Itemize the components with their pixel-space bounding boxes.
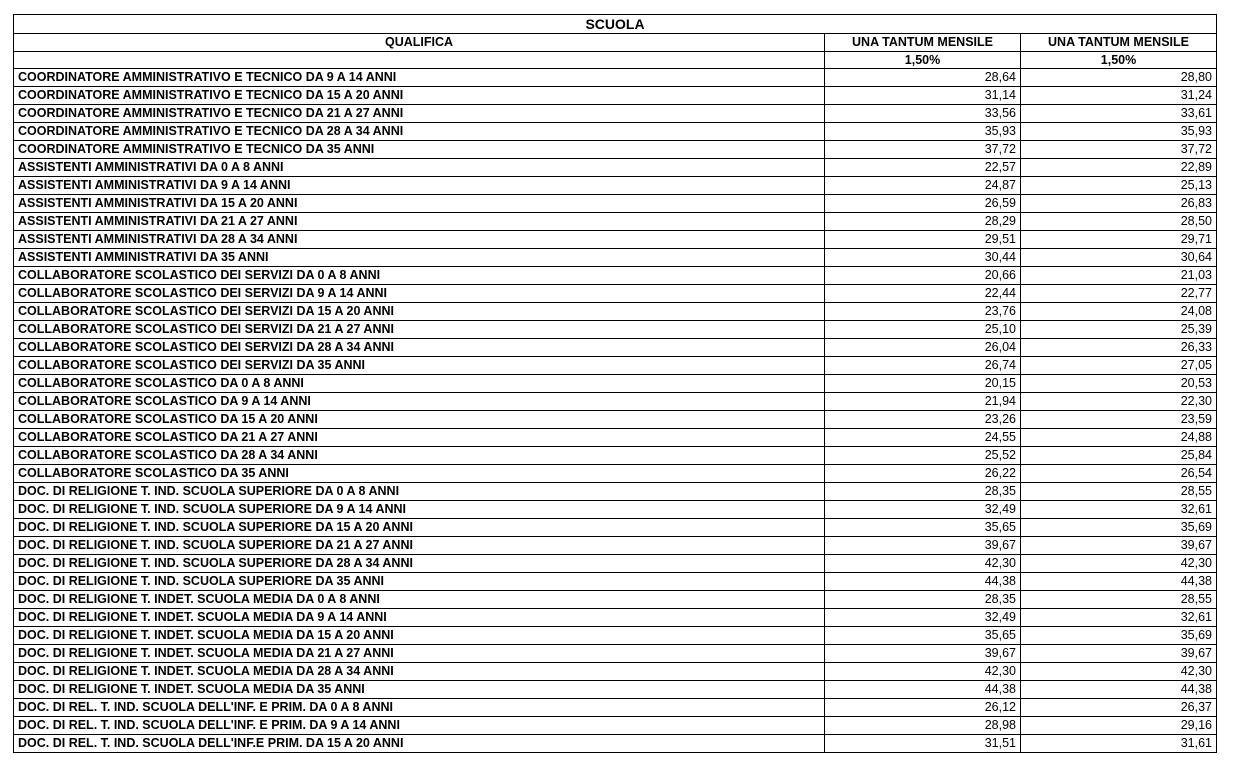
qualifica-cell: DOC. DI RELIGIONE T. IND. SCUOLA SUPERIORE DA 9 A 14 ANNI: [14, 501, 825, 519]
value-cell-1: 28,98: [825, 717, 1021, 735]
value-cell-2: 25,39: [1021, 321, 1217, 339]
value-cell-1: 44,38: [825, 681, 1021, 699]
value-cell-1: 33,56: [825, 105, 1021, 123]
value-cell-1: 28,35: [825, 591, 1021, 609]
table-row: [14, 249, 1217, 267]
col2-header: UNA TANTUM MENSILE: [1021, 34, 1217, 52]
value-cell-1: 25,52: [825, 447, 1021, 465]
value-cell-1: 23,26: [825, 411, 1021, 429]
qualifica-cell: DOC. DI RELIGIONE T. INDET. SCUOLA MEDIA DA 28 A 34 ANNI: [14, 663, 825, 681]
qualifica-cell: COLLABORATORE SCOLASTICO DA 0 A 8 ANNI: [14, 375, 825, 393]
table-row: [14, 609, 1217, 627]
value-cell-1: 31,14: [825, 87, 1021, 105]
value-cell-1: 39,67: [825, 645, 1021, 663]
value-cell-2: 28,55: [1021, 483, 1217, 501]
table-row: [14, 501, 1217, 519]
table-row: [14, 627, 1217, 645]
table-row: [14, 393, 1217, 411]
value-cell-1: 31,51: [825, 735, 1021, 753]
table-row: [14, 303, 1217, 321]
qualifica-cell: DOC. DI REL. T. IND. SCUOLA DELL'INF. E PRIM. DA 9 A 14 ANNI: [14, 717, 825, 735]
value-cell-1: 42,30: [825, 663, 1021, 681]
table-row: [14, 555, 1217, 573]
value-cell-2: 42,30: [1021, 663, 1217, 681]
qualifica-cell: COLLABORATORE SCOLASTICO DEI SERVIZI DA 21 A 27 ANNI: [14, 321, 825, 339]
qualifica-cell: COLLABORATORE SCOLASTICO DA 9 A 14 ANNI: [14, 393, 825, 411]
table-row: [14, 195, 1217, 213]
table-row: [14, 411, 1217, 429]
qualifica-cell: DOC. DI RELIGIONE T. INDET. SCUOLA MEDIA DA 0 A 8 ANNI: [14, 591, 825, 609]
value-cell-2: 44,38: [1021, 573, 1217, 591]
qualifica-cell: DOC. DI RELIGIONE T. IND. SCUOLA SUPERIORE DA 21 A 27 ANNI: [14, 537, 825, 555]
col1-header: UNA TANTUM MENSILE: [825, 34, 1021, 52]
table-row: [14, 717, 1217, 735]
value-cell-1: 42,30: [825, 555, 1021, 573]
value-cell-2: 35,69: [1021, 519, 1217, 537]
value-cell-1: 39,67: [825, 537, 1021, 555]
value-cell-2: 27,05: [1021, 357, 1217, 375]
qualifica-cell: ASSISTENTI AMMINISTRATIVI DA 15 A 20 ANNI: [14, 195, 825, 213]
qualifica-cell: COLLABORATORE SCOLASTICO DA 28 A 34 ANNI: [14, 447, 825, 465]
value-cell-2: 22,89: [1021, 159, 1217, 177]
value-cell-1: 22,44: [825, 285, 1021, 303]
value-cell-2: 42,30: [1021, 555, 1217, 573]
value-cell-2: 25,13: [1021, 177, 1217, 195]
value-cell-1: 25,10: [825, 321, 1021, 339]
value-cell-1: 35,65: [825, 519, 1021, 537]
title-row: [14, 15, 1217, 34]
col1-rate: 1,50%: [825, 52, 1021, 69]
value-cell-2: 26,37: [1021, 699, 1217, 717]
value-cell-1: 24,87: [825, 177, 1021, 195]
header-row: [14, 34, 1217, 52]
value-cell-1: 44,38: [825, 573, 1021, 591]
table-row: [14, 699, 1217, 717]
col2-rate: 1,50%: [1021, 52, 1217, 69]
qualifica-cell: COLLABORATORE SCOLASTICO DEI SERVIZI DA 0 A 8 ANNI: [14, 267, 825, 285]
value-cell-1: 32,49: [825, 501, 1021, 519]
value-cell-1: 26,12: [825, 699, 1021, 717]
qualifica-cell: COORDINATORE AMMINISTRATIVO E TECNICO DA 15 A 20 ANNI: [14, 87, 825, 105]
table-row: [14, 645, 1217, 663]
value-cell-2: 21,03: [1021, 267, 1217, 285]
qualifica-cell: ASSISTENTI AMMINISTRATIVI DA 21 A 27 ANNI: [14, 213, 825, 231]
qualifica-cell: COLLABORATORE SCOLASTICO DEI SERVIZI DA 9 A 14 ANNI: [14, 285, 825, 303]
table-row: [14, 573, 1217, 591]
value-cell-1: 22,57: [825, 159, 1021, 177]
value-cell-1: 29,51: [825, 231, 1021, 249]
value-cell-1: 28,35: [825, 483, 1021, 501]
qualifica-cell: COORDINATORE AMMINISTRATIVO E TECNICO DA 9 A 14 ANNI: [14, 69, 825, 87]
value-cell-1: 35,93: [825, 123, 1021, 141]
header-subrow: [14, 52, 1217, 69]
table-row: [14, 357, 1217, 375]
value-cell-2: 35,93: [1021, 123, 1217, 141]
qualifica-cell: ASSISTENTI AMMINISTRATIVI DA 35 ANNI: [14, 249, 825, 267]
value-cell-1: 21,94: [825, 393, 1021, 411]
value-cell-2: 31,24: [1021, 87, 1217, 105]
salary-table: [13, 14, 1217, 753]
value-cell-2: 39,67: [1021, 537, 1217, 555]
qualifica-cell: COLLABORATORE SCOLASTICO DA 15 A 20 ANNI: [14, 411, 825, 429]
qualifica-cell: DOC. DI REL. T. IND. SCUOLA DELL'INF. E PRIM. DA 0 A 8 ANNI: [14, 699, 825, 717]
table-row: [14, 591, 1217, 609]
value-cell-2: 31,61: [1021, 735, 1217, 753]
qualifica-cell: DOC. DI RELIGIONE T. IND. SCUOLA SUPERIORE DA 15 A 20 ANNI: [14, 519, 825, 537]
table-row: [14, 339, 1217, 357]
qualifica-cell: COORDINATORE AMMINISTRATIVO E TECNICO DA 28 A 34 ANNI: [14, 123, 825, 141]
value-cell-1: 23,76: [825, 303, 1021, 321]
table-row: [14, 231, 1217, 249]
value-cell-2: 25,84: [1021, 447, 1217, 465]
table-row: [14, 519, 1217, 537]
table-row: [14, 735, 1217, 753]
value-cell-1: 26,22: [825, 465, 1021, 483]
qualifica-cell: COORDINATORE AMMINISTRATIVO E TECNICO DA 35 ANNI: [14, 141, 825, 159]
table-row: [14, 447, 1217, 465]
value-cell-1: 20,66: [825, 267, 1021, 285]
table-row: [14, 375, 1217, 393]
value-cell-2: 33,61: [1021, 105, 1217, 123]
qualifica-header: QUALIFICA: [14, 34, 825, 52]
qualifica-cell: DOC. DI RELIGIONE T. INDET. SCUOLA MEDIA DA 9 A 14 ANNI: [14, 609, 825, 627]
qualifica-cell: ASSISTENTI AMMINISTRATIVI DA 9 A 14 ANNI: [14, 177, 825, 195]
qualifica-header-blank: [14, 52, 825, 69]
value-cell-2: 39,67: [1021, 645, 1217, 663]
value-cell-2: 26,33: [1021, 339, 1217, 357]
value-cell-1: 28,64: [825, 69, 1021, 87]
value-cell-1: 24,55: [825, 429, 1021, 447]
qualifica-cell: COLLABORATORE SCOLASTICO DA 35 ANNI: [14, 465, 825, 483]
value-cell-1: 26,74: [825, 357, 1021, 375]
table-row: [14, 87, 1217, 105]
value-cell-2: 26,54: [1021, 465, 1217, 483]
value-cell-1: 20,15: [825, 375, 1021, 393]
value-cell-2: 44,38: [1021, 681, 1217, 699]
value-cell-2: 32,61: [1021, 501, 1217, 519]
qualifica-cell: COLLABORATORE SCOLASTICO DEI SERVIZI DA 28 A 34 ANNI: [14, 339, 825, 357]
qualifica-cell: ASSISTENTI AMMINISTRATIVI DA 0 A 8 ANNI: [14, 159, 825, 177]
qualifica-cell: COORDINATORE AMMINISTRATIVO E TECNICO DA 21 A 27 ANNI: [14, 105, 825, 123]
value-cell-2: 37,72: [1021, 141, 1217, 159]
qualifica-cell: DOC. DI RELIGIONE T. IND. SCUOLA SUPERIORE DA 0 A 8 ANNI: [14, 483, 825, 501]
value-cell-2: 29,71: [1021, 231, 1217, 249]
value-cell-1: 30,44: [825, 249, 1021, 267]
table-row: [14, 267, 1217, 285]
qualifica-cell: DOC. DI RELIGIONE T. IND. SCUOLA SUPERIORE DA 35 ANNI: [14, 573, 825, 591]
qualifica-cell: COLLABORATORE SCOLASTICO DA 21 A 27 ANNI: [14, 429, 825, 447]
qualifica-cell: ASSISTENTI AMMINISTRATIVI DA 28 A 34 ANNI: [14, 231, 825, 249]
value-cell-1: 37,72: [825, 141, 1021, 159]
value-cell-1: 32,49: [825, 609, 1021, 627]
value-cell-2: 22,77: [1021, 285, 1217, 303]
value-cell-2: 20,53: [1021, 375, 1217, 393]
value-cell-2: 28,55: [1021, 591, 1217, 609]
value-cell-2: 24,08: [1021, 303, 1217, 321]
value-cell-1: 35,65: [825, 627, 1021, 645]
table-row: [14, 177, 1217, 195]
table-row: [14, 681, 1217, 699]
table-row: [14, 213, 1217, 231]
table-title: SCUOLA: [14, 15, 1217, 34]
value-cell-2: 22,30: [1021, 393, 1217, 411]
qualifica-cell: DOC. DI RELIGIONE T. INDET. SCUOLA MEDIA DA 21 A 27 ANNI: [14, 645, 825, 663]
value-cell-2: 23,59: [1021, 411, 1217, 429]
table-row: [14, 141, 1217, 159]
value-cell-1: 28,29: [825, 213, 1021, 231]
qualifica-cell: DOC. DI RELIGIONE T. IND. SCUOLA SUPERIORE DA 28 A 34 ANNI: [14, 555, 825, 573]
table-row: [14, 69, 1217, 87]
value-cell-2: 26,83: [1021, 195, 1217, 213]
value-cell-1: 26,59: [825, 195, 1021, 213]
table-row: [14, 123, 1217, 141]
table-row: [14, 321, 1217, 339]
table-row: [14, 483, 1217, 501]
table-row: [14, 663, 1217, 681]
value-cell-2: 29,16: [1021, 717, 1217, 735]
value-cell-2: 24,88: [1021, 429, 1217, 447]
value-cell-2: 28,50: [1021, 213, 1217, 231]
value-cell-2: 28,80: [1021, 69, 1217, 87]
value-cell-1: 26,04: [825, 339, 1021, 357]
table-row: [14, 105, 1217, 123]
table-row: [14, 537, 1217, 555]
value-cell-2: 32,61: [1021, 609, 1217, 627]
qualifica-cell: DOC. DI REL. T. IND. SCUOLA DELL'INF.E PRIM. DA 15 A 20 ANNI: [14, 735, 825, 753]
value-cell-2: 35,69: [1021, 627, 1217, 645]
table-row: [14, 429, 1217, 447]
table-row: [14, 465, 1217, 483]
qualifica-cell: COLLABORATORE SCOLASTICO DEI SERVIZI DA 35 ANNI: [14, 357, 825, 375]
qualifica-cell: DOC. DI RELIGIONE T. INDET. SCUOLA MEDIA DA 15 A 20 ANNI: [14, 627, 825, 645]
value-cell-2: 30,64: [1021, 249, 1217, 267]
table-row: [14, 285, 1217, 303]
qualifica-cell: COLLABORATORE SCOLASTICO DEI SERVIZI DA 15 A 20 ANNI: [14, 303, 825, 321]
table-row: [14, 159, 1217, 177]
qualifica-cell: DOC. DI RELIGIONE T. INDET. SCUOLA MEDIA DA 35 ANNI: [14, 681, 825, 699]
